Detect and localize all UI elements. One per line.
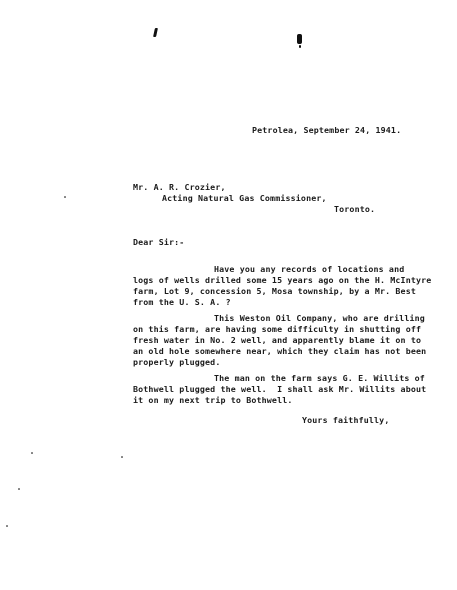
punch-mark-right-dot xyxy=(299,45,301,48)
paragraph-2-line-5: properly plugged. xyxy=(133,357,221,367)
scan-speck xyxy=(31,452,33,454)
closing: Yours faithfully, xyxy=(302,415,390,425)
punch-mark-right xyxy=(297,34,302,44)
paragraph-3-line-3: it on my next trip to Bothwell. xyxy=(133,395,293,405)
paragraph-3-line-1: The man on the farm says G. E. Willits of xyxy=(214,373,425,383)
paragraph-2-line-3: fresh water in No. 2 well, and apparently blame it on to xyxy=(133,335,422,345)
punch-mark-left xyxy=(153,28,158,37)
scan-speck xyxy=(6,525,8,527)
paragraph-3-line-2: Bothwell plugged the well. I shall ask Mr. Willits about xyxy=(133,384,427,394)
recipient-title: Acting Natural Gas Commissioner, xyxy=(162,193,327,203)
paragraph-1-line-2: logs of wells drilled some 15 years ago on the H. McIntyre xyxy=(133,275,432,285)
paragraph-1-line-4: from the U. S. A. ? xyxy=(133,297,231,307)
paragraph-1-line-1: Have you any records of locations and xyxy=(214,264,405,274)
scan-speck xyxy=(64,196,66,198)
recipient-city: Toronto. xyxy=(334,204,376,214)
paragraph-2-line-2: on this farm, are having some difficulty in shutting off xyxy=(133,324,422,334)
paragraph-1-line-3: farm, Lot 9, concession 5, Mosa township, by a Mr. Best xyxy=(133,286,416,296)
scan-speck xyxy=(18,488,20,490)
scan-speck xyxy=(121,456,123,458)
salutation: Dear Sir:- xyxy=(133,237,185,247)
paragraph-2-line-1: This Weston Oil Company, who are drilling xyxy=(214,313,425,323)
recipient-name: Mr. A. R. Crozier, xyxy=(133,182,226,192)
date-line: Petrolea, September 24, 1941. xyxy=(252,125,402,135)
paragraph-2-line-4: an old hole somewhere near, which they claim has not been xyxy=(133,346,427,356)
